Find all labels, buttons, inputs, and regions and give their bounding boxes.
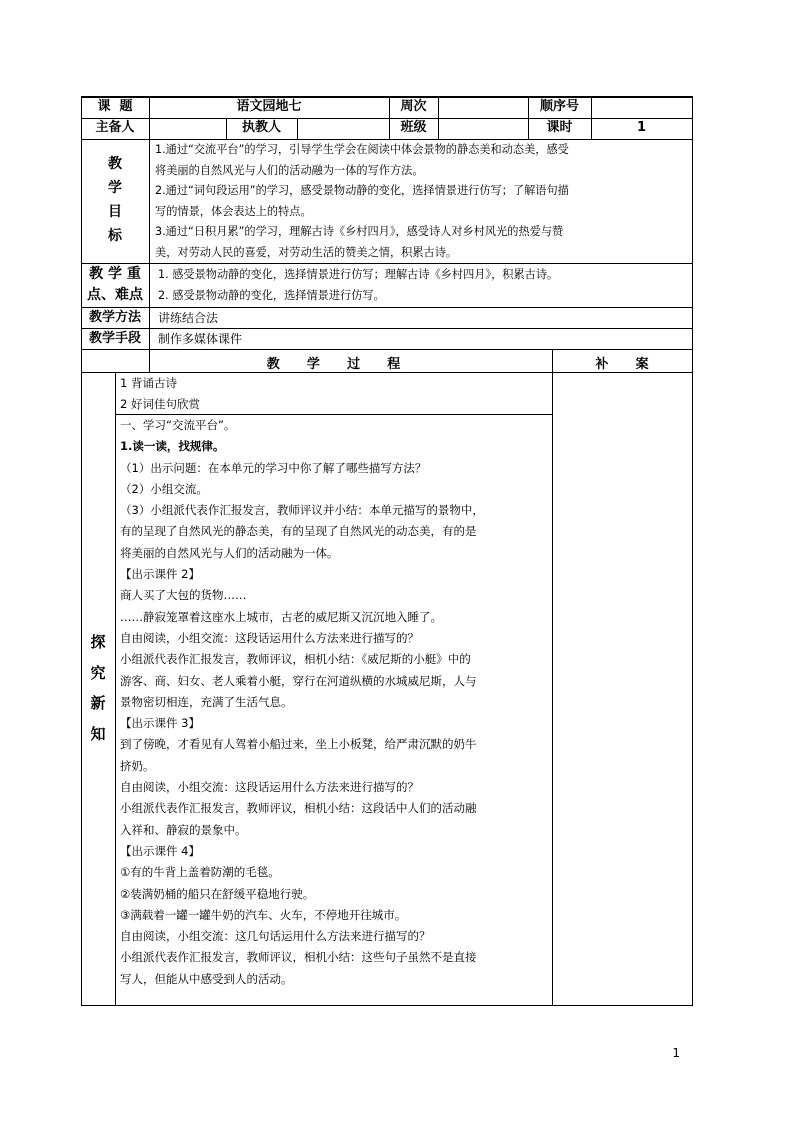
explore-line: 小组派代表作汇报发言，教师评议，相机小结：这些句子虽然不是直接 — [120, 950, 477, 965]
explore-line: 自由阅读，小组交流：这几句话运用什么方法来进行描写的？ — [120, 929, 431, 944]
teacher-label: 执教人 — [241, 120, 281, 135]
method-value: 讲练结合法 — [158, 311, 219, 325]
explore-line: 入祥和、静寂的景象中。 — [120, 822, 247, 837]
key-points-label: 教 学 重 点、难点 — [87, 266, 143, 303]
explore-line: 将美丽的自然风光与人们的活动融为一体。 — [120, 545, 339, 560]
means-label: 教学手段 — [88, 331, 141, 346]
explore-line: 有的呈现了自然风光的静态美，有的呈现了自然风光的动态美，有的是 — [120, 524, 477, 539]
explore-line: 到了傍晚，才看见有人驾着小船过来，坐上小板凳，给严肃沉默的奶牛 — [120, 737, 477, 752]
warmup-list: 1 背诵古诗 2 好词佳句欣赏 — [120, 376, 200, 411]
explore-line: 【出示课件 2】 — [120, 567, 200, 582]
explore-line: 1.读一读，找规律。 — [120, 439, 225, 454]
process-header: 教 学 过 程 — [266, 357, 401, 372]
key-points-text: 1. 感受景物动静的变化，选择情景进行仿写；理解古诗《乡村四月》，积累古诗。 2. 感受景物动静的变化，选择情景进行仿写。 — [158, 268, 559, 302]
week-label: 周次 — [400, 99, 427, 114]
explore-line: 商人买了大包的货物…… — [120, 588, 247, 603]
explore-line: 自由阅读，小组交流：这段话运用什么方法来进行描写的？ — [120, 780, 419, 795]
explore-line: 小组派代表作汇报发言，教师评议，相机小结：《威尼斯的小艇》中的 — [120, 652, 471, 667]
page-number: 1 — [672, 1046, 680, 1060]
explore-line: 景物密切相连，充满了生活气息。 — [120, 694, 293, 709]
explore-line: （2）小组交流。 — [120, 481, 208, 496]
explore-line: ……静寂笼罩着这座水上城市，古老的威尼斯又沉沉地入睡了。 — [120, 609, 442, 624]
supplement-header: 补 案 — [595, 357, 649, 372]
explore-line: 小组派代表作汇报发言，教师评议，相机小结：这段话中人们的活动融 — [120, 801, 477, 816]
explore-line: 【出示课件 3】 — [120, 716, 200, 731]
method-label: 教学方法 — [88, 310, 141, 325]
class-label: 班级 — [400, 120, 427, 135]
order-label: 顺序号 — [539, 99, 579, 114]
means-value: 制作多媒体课件 — [158, 332, 243, 346]
period-value: 1 — [636, 120, 647, 135]
explore-line: 挤奶。 — [120, 758, 155, 773]
objectives-label: 教 学 目 标 — [108, 156, 122, 244]
period-label: 课时 — [546, 120, 573, 135]
lesson-title: 语文园地七 — [236, 99, 302, 114]
lead-preparer-label: 主备人 — [95, 120, 135, 135]
lesson-label: 课 题 — [97, 99, 133, 114]
explore-label: 探 究 新 知 — [90, 633, 106, 743]
explore-line: 自由阅读，小组交流：这段话运用什么方法来进行描写的？ — [120, 630, 419, 645]
explore-line: ①有的牛背上盖着防潮的毛毯。 — [120, 865, 280, 880]
explore-line: 一、学习“交流平台”。 — [120, 418, 236, 432]
explore-line: ②装满奶桶的船只在舒缓平稳地行驶。 — [120, 886, 315, 901]
explore-line: （3）小组派代表作汇报发言，教师评议并小结：本单元描写的景物中， — [120, 503, 484, 518]
objectives-text: 1.通过“交流平台”的学习，引导学生学会在阅读中体会景物的静态美和动态美，感受 将美丽的自然风光与人们的活动融为一体的写作方法。 2.通过“词句段运用”的学习，感受景物动静的变化，选择情景进行仿写；了解语句描 写的情景，体会表达上的特点。 3.通过“日积月累”的学习，理解古诗《乡村四月》，感受诗人对乡村风光的热爱与赞 美，对劳动人民的喜爱，对劳动生活的赞美之情，积累古诗。 — [155, 143, 569, 259]
explore-line: 写人，但能从中感受到人的活动。 — [120, 971, 293, 986]
explore-line: 【出示课件 4】 — [120, 843, 200, 858]
explore-line: （1）出示问题：在本单元的学习中你了解了哪些描写方法？ — [120, 460, 427, 475]
explore-text — [120, 415, 550, 990]
explore-line: 游客、商、妇女、老人乘着小艇，穿行在河道纵横的水城威尼斯，人与 — [120, 673, 477, 688]
explore-line: ③满载着一罐一罐牛奶的汽车、火车，不停地开往城市。 — [120, 907, 407, 922]
